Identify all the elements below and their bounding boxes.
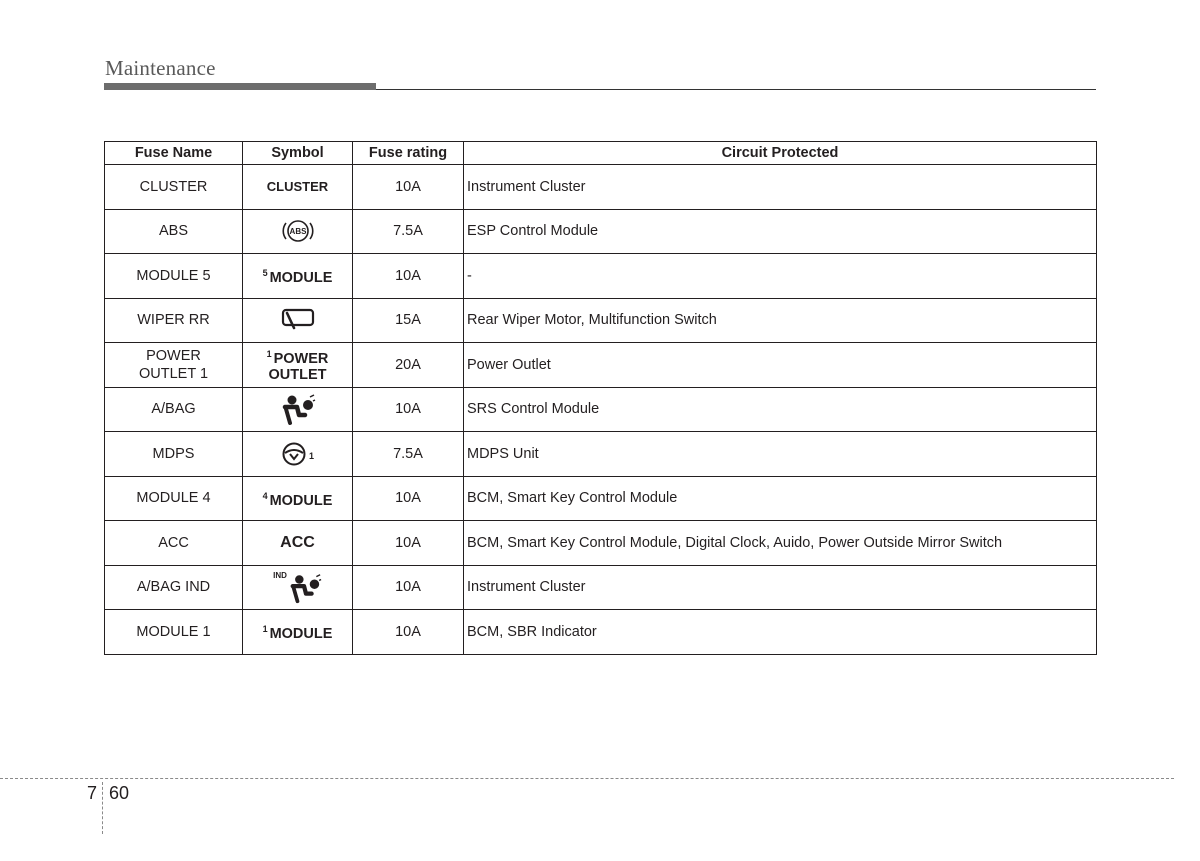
header-rule-thin — [376, 89, 1096, 90]
fuse-rating-cell: 10A — [353, 387, 464, 432]
fuse-name-cell — [105, 565, 243, 610]
rear-wiper-icon — [280, 307, 316, 333]
symbol-cell — [243, 387, 353, 432]
fuse-rating-cell: 7.5A — [353, 432, 464, 477]
fuse-name-cell — [105, 610, 243, 655]
symbol-text: MODULE — [269, 492, 333, 509]
fuse-rating-cell: 10A — [353, 565, 464, 610]
symbol-label — [263, 621, 333, 642]
symbol-text: MODULE — [269, 626, 333, 643]
symbol-suffix: 1 — [308, 450, 314, 461]
footer-dashed-divider — [102, 782, 103, 834]
table-row — [105, 476, 1097, 521]
symbol-cell — [243, 432, 353, 477]
circuit-protected-cell: BCM, SBR Indicator — [464, 610, 1097, 655]
circuit-protected-cell: BCM, Smart Key Control Module — [464, 476, 1097, 521]
fuse-name-cell — [105, 343, 243, 388]
fuse-rating-cell: 15A — [353, 298, 464, 343]
steering-wheel-icon — [281, 441, 307, 467]
abs-icon — [281, 217, 315, 245]
symbol-label: ACC — [280, 533, 315, 551]
page-number: 60 — [109, 783, 130, 803]
fuse-name: MDPS — [152, 445, 195, 462]
table-row — [105, 521, 1097, 566]
symbol-cell — [243, 209, 353, 254]
page-header-title: Maintenance — [105, 56, 216, 80]
fuse-name-cell — [105, 521, 243, 566]
fuse-name-cell — [105, 476, 243, 521]
fuse-name-cell — [105, 209, 243, 254]
fuse-name-cell — [105, 432, 243, 477]
table-row — [105, 343, 1097, 388]
table-row — [105, 565, 1097, 610]
fuse-rating-cell: 10A — [353, 521, 464, 566]
fuse-name: MODULE 5 — [136, 267, 211, 284]
fuse-name-cell — [105, 254, 243, 299]
fuse-name: MODULE 1 — [136, 623, 211, 640]
fuse-table — [104, 141, 1097, 655]
fuse-name-line2: OUTLET 1 — [138, 365, 209, 382]
footer-dashed-rule — [0, 778, 1174, 779]
abs-icon-text: ABS — [289, 227, 306, 237]
column-header-symbol: Symbol — [243, 142, 353, 165]
symbol-label — [263, 265, 333, 286]
fuse-rating-cell: 7.5A — [353, 209, 464, 254]
symbol-cell — [243, 343, 353, 388]
fuse-name: MODULE 4 — [136, 490, 211, 507]
fuse-name-line1: POWER — [146, 347, 201, 364]
symbol-cell — [243, 476, 353, 521]
fuse-name: ACC — [158, 534, 189, 551]
circuit-protected-cell: Instrument Cluster — [464, 165, 1097, 210]
fuse-name: A/BAG IND — [136, 579, 211, 596]
symbol-cell — [243, 610, 353, 655]
symbol-text: MODULE — [269, 270, 333, 287]
symbol-label — [267, 346, 329, 383]
circuit-protected-cell: Power Outlet — [464, 343, 1097, 388]
fuse-name-cell — [105, 165, 243, 210]
table-row — [105, 610, 1097, 655]
symbol-cell — [243, 565, 353, 610]
symbol-cell — [243, 298, 353, 343]
column-header-fuse-name: Fuse Name — [105, 142, 243, 165]
table-row — [105, 254, 1097, 299]
symbol-superscript: 1 — [266, 349, 272, 360]
fuse-rating-cell: 20A — [353, 343, 464, 388]
circuit-protected-cell: Instrument Cluster — [464, 565, 1097, 610]
symbol-cell — [243, 165, 353, 210]
symbol-superscript: 1 — [262, 624, 268, 635]
chapter-number: 7 — [87, 783, 98, 803]
fuse-rating-cell: 10A — [353, 165, 464, 210]
symbol-label — [263, 488, 333, 509]
table-row — [105, 298, 1097, 343]
fuse-name: A/BAG — [151, 401, 196, 418]
column-header-circuit-protected: Circuit Protected — [464, 142, 1097, 165]
fuse-rating-cell: 10A — [353, 476, 464, 521]
symbol-superscript: 5 — [262, 268, 268, 279]
airbag-icon — [280, 393, 316, 425]
fuse-rating-cell: 10A — [353, 610, 464, 655]
symbol-superscript: 4 — [262, 490, 268, 501]
circuit-protected-cell: MDPS Unit — [464, 432, 1097, 477]
circuit-protected-cell: - — [464, 254, 1097, 299]
table-row — [105, 209, 1097, 254]
symbol-label: CLUSTER — [266, 178, 329, 194]
airbag-icon — [288, 572, 322, 604]
header-rule-thick — [104, 83, 376, 90]
fuse-name-cell — [105, 387, 243, 432]
symbol-prefix: IND — [273, 570, 287, 580]
symbol-text-line2: OUTLET — [268, 367, 327, 384]
symbol-text-line1: POWER — [273, 351, 329, 368]
table-row — [105, 432, 1097, 477]
circuit-protected-cell: SRS Control Module — [464, 387, 1097, 432]
circuit-protected-cell: ESP Control Module — [464, 209, 1097, 254]
fuse-name-cell — [105, 298, 243, 343]
symbol-cell — [243, 254, 353, 299]
column-header-fuse-rating: Fuse rating — [353, 142, 464, 165]
circuit-protected-cell: Rear Wiper Motor, Multifunction Switch — [464, 298, 1097, 343]
fuse-name: WIPER RR — [137, 312, 210, 329]
fuse-name: ABS — [158, 223, 188, 240]
fuse-rating-cell: 10A — [353, 254, 464, 299]
symbol-cell — [243, 521, 353, 566]
table-header-row — [105, 142, 1097, 165]
fuse-name: CLUSTER — [139, 178, 208, 195]
table-row — [105, 387, 1097, 432]
table-row — [105, 165, 1097, 210]
circuit-protected-cell: BCM, Smart Key Control Module, Digital Clock, Auido, Power Outside Mirror Switch — [464, 521, 1097, 566]
